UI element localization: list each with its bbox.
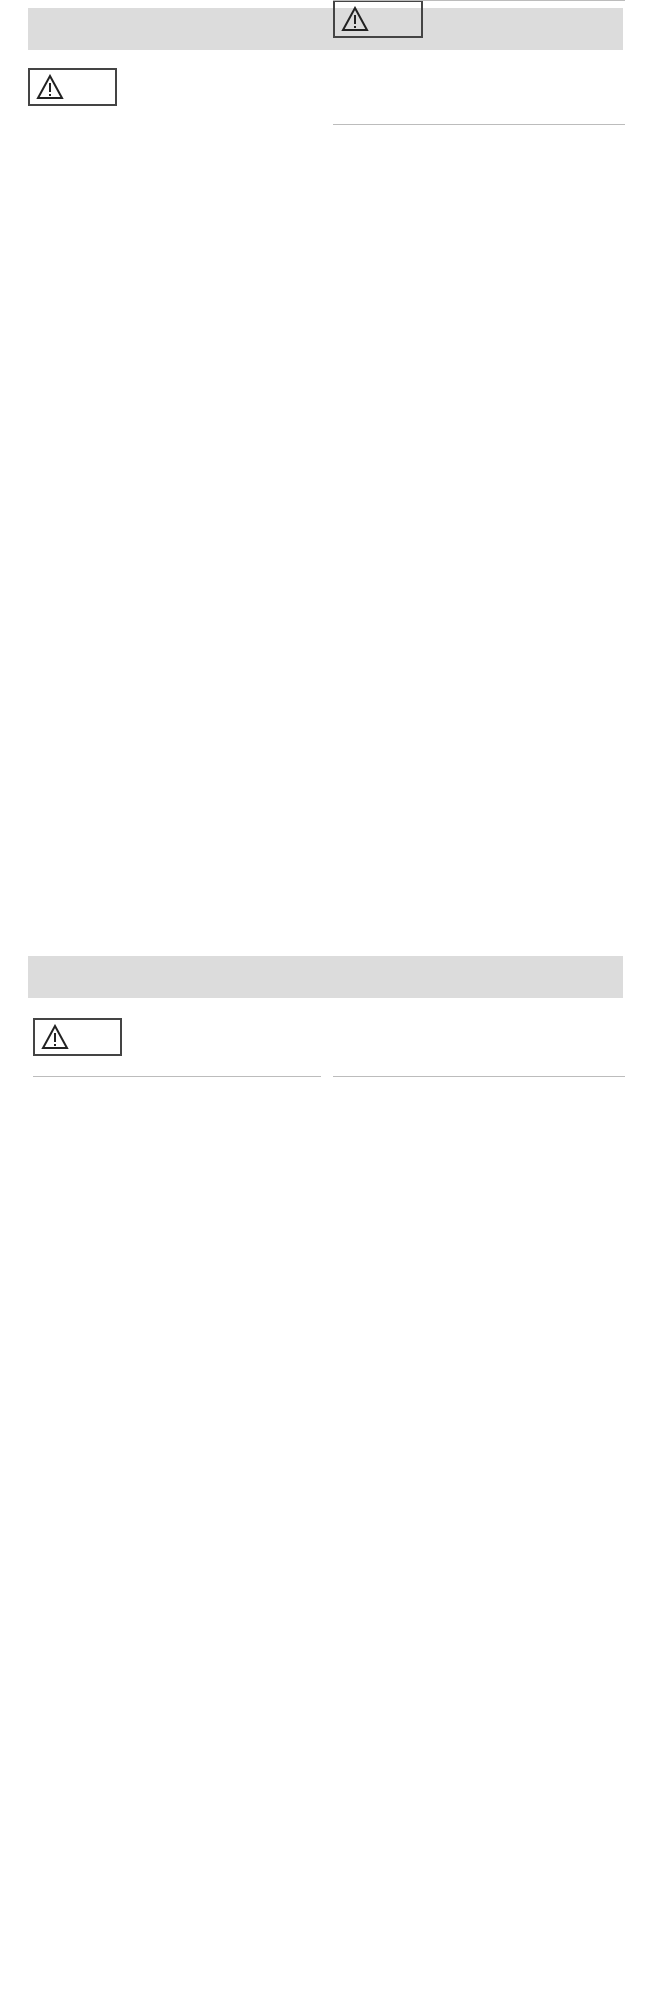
sec1-right-caution-column (333, 0, 625, 1)
sec1-right-warning-column (333, 124, 625, 125)
sec2-right-column (333, 1076, 625, 1077)
warning-label (28, 68, 117, 106)
warning-triangle-icon (41, 1024, 69, 1050)
warning-triangle-icon (341, 6, 369, 32)
section-title-user-cautions (28, 8, 623, 50)
section-title-usage-cautions (28, 956, 623, 998)
sec2-left-column (33, 1076, 321, 1077)
warning-label (33, 1018, 122, 1056)
caution-label (333, 0, 423, 38)
warning-triangle-icon (36, 74, 64, 100)
